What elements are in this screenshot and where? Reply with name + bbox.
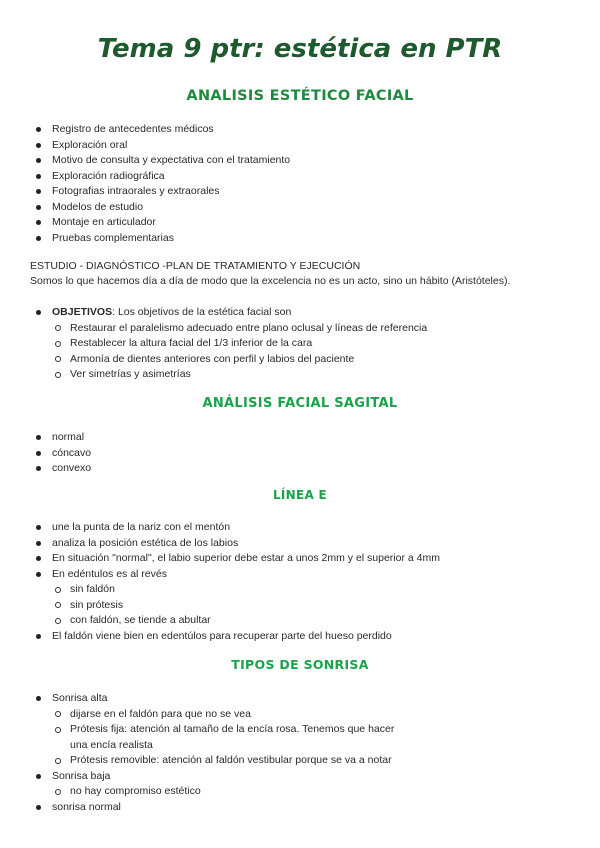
list-item: convexo <box>36 461 91 477</box>
list-item: Ver simetrías y asimetrías <box>36 367 427 383</box>
sonrisa-list <box>36 691 394 815</box>
objetivos-label: OBJETIVOS <box>52 306 113 318</box>
list-item: Restaurar el paralelismo adecuado entre plano oclusal y líneas de referencia <box>36 321 427 337</box>
list-item: Pruebas complementarias <box>36 231 290 247</box>
list-item: El faldón viene bien en edentúlos para recuperar parte del hueso perdido <box>36 629 440 645</box>
list-item: Sonrisa alta <box>36 691 394 707</box>
perfil-list <box>36 430 91 477</box>
list-item: En edéntulos es al revés <box>36 567 440 583</box>
page-title: Tema 9 ptr: estética en PTR <box>97 34 503 64</box>
objetivos-text: : Los objetivos de la estética facial son <box>112 306 292 318</box>
list-item <box>36 722 394 753</box>
list-item: no hay compromiso estético <box>36 784 394 800</box>
antecedentes-list <box>36 122 290 246</box>
list-item: Modelos de estudio <box>36 200 290 216</box>
list-item: Fotografias intraorales y extraorales <box>36 184 290 200</box>
objetivos-item <box>36 305 427 321</box>
list-item: con faldón, se tiende a abultar <box>36 613 440 629</box>
list-item: cóncavo <box>36 446 91 462</box>
list-item: Prótesis removible: atención al faldón vestibular porque se va a notar <box>36 753 394 769</box>
list-item: Sonrisa baja <box>36 769 394 785</box>
list-item: Motivo de consulta y expectativa con el tratamiento <box>36 153 290 169</box>
list-item: Registro de antecedentes médicos <box>36 122 290 138</box>
estudio-line: ESTUDIO - DIAGNÓSTICO -PLAN DE TRATAMIENTO Y EJECUCIÓN <box>30 260 361 272</box>
list-item: normal <box>36 430 91 446</box>
list-item-text: Prótesis fija: atención al tamaño de la encía rosa. Tenemos que hacer <box>70 723 395 735</box>
list-item: Armonía de dientes anteriores con perfil y labios del paciente <box>36 352 427 368</box>
list-item: une la punta de la nariz con el mentón <box>36 520 440 536</box>
list-item: analiza la posición estética de los labios <box>36 536 440 552</box>
aristoteles-quote: Somos lo que hacemos día a día de modo que la excelencia no es un acto, sino un hábito (Aristóteles). <box>30 275 511 287</box>
list-item: Restablecer la altura facial del 1/3 inferior de la cara <box>36 336 427 352</box>
heading-analisis-sagital: ANÁLISIS FACIAL SAGITAL <box>202 396 398 411</box>
heading-analisis-estetico: ANALISIS ESTÉTICO FACIAL <box>186 88 414 104</box>
list-item-continuation: una encía realista <box>70 738 153 751</box>
list-item: dijarse en el faldón para que no se vea <box>36 707 394 723</box>
list-item: Exploración oral <box>36 138 290 154</box>
list-item: sin prótesis <box>36 598 440 614</box>
heading-tipos-sonrisa: TIPOS DE SONRISA <box>231 657 369 672</box>
list-item: Montaje en articulador <box>36 215 290 231</box>
list-item: sin faldón <box>36 582 440 598</box>
list-item: sonrisa normal <box>36 800 394 816</box>
objetivos-list <box>36 305 427 383</box>
list-item: Exploración radiográfica <box>36 169 290 185</box>
heading-linea-e: LÍNEA E <box>272 488 328 502</box>
linea-e-list <box>36 520 440 644</box>
list-item: En situación "normal", el labio superior debe estar a unos 2mm y el superior a 4mm <box>36 551 440 567</box>
